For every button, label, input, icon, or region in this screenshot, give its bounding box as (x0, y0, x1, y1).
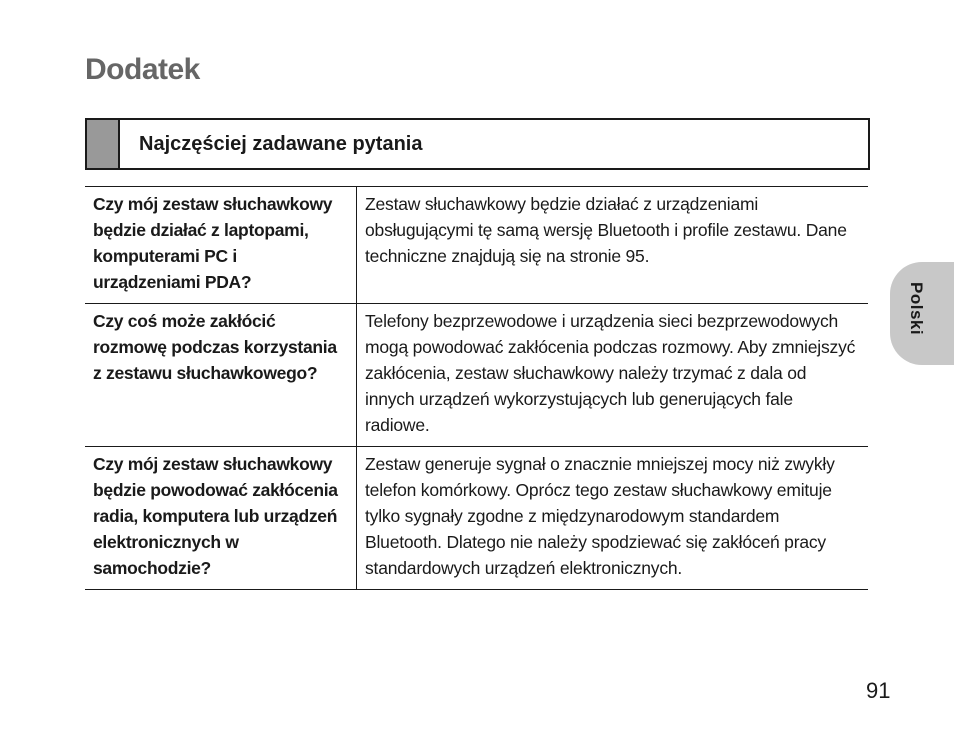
language-label: Polski (907, 282, 926, 336)
page-number: 91 (866, 678, 891, 703)
language-side-tab (890, 262, 954, 365)
faq-answer: Telefony bezprzewodowe i urządzenia sieci bezprzewodowych mogą powodować zakłócenia podczas rozmowy. Aby zmniejszyć zakłócenia, zestaw słuchawkowy należy trzymać z dala od innych urządzeń wykorzystujących lub generujących fale radiowe. (357, 304, 869, 447)
section-title: Najczęściej zadawane pytania (139, 133, 423, 155)
section-header (85, 118, 870, 170)
faq-question: Czy mój zestaw słuchawkowy będzie działać z laptopami, komputerami PC i urządzeniami PDA? (85, 187, 357, 304)
faq-question: Czy coś może zakłócić rozmowę podczas korzystania z zestawu słuchawkowego? (85, 304, 357, 447)
section-header-bar (87, 120, 120, 168)
faq-row (85, 447, 868, 590)
faq-row (85, 187, 868, 304)
faq-answer: Zestaw słuchawkowy będzie działać z urządzeniami obsługującymi tę samą wersję Bluetooth i profile zestawu. Dane techniczne znajdują się na stronie 95. (357, 187, 869, 304)
faq-table (85, 186, 868, 590)
faq-answer: Zestaw generuje sygnał o znacznie mniejszej mocy niż zwykły telefon komórkowy. Oprócz tego zestaw słuchawkowy emituje tylko sygnały zgodne z międzynarodowym standardem Bluetooth. Dlatego nie należy spodziewać się zakłóceń pracy standardowych urządzeń elektronicznych. (357, 447, 869, 590)
faq-question: Czy mój zestaw słuchawkowy będzie powodować zakłócenia radia, komputera lub urządzeń elektronicznych w samochodzie? (85, 447, 357, 590)
page-title: Dodatek (85, 53, 200, 86)
faq-row (85, 304, 868, 447)
